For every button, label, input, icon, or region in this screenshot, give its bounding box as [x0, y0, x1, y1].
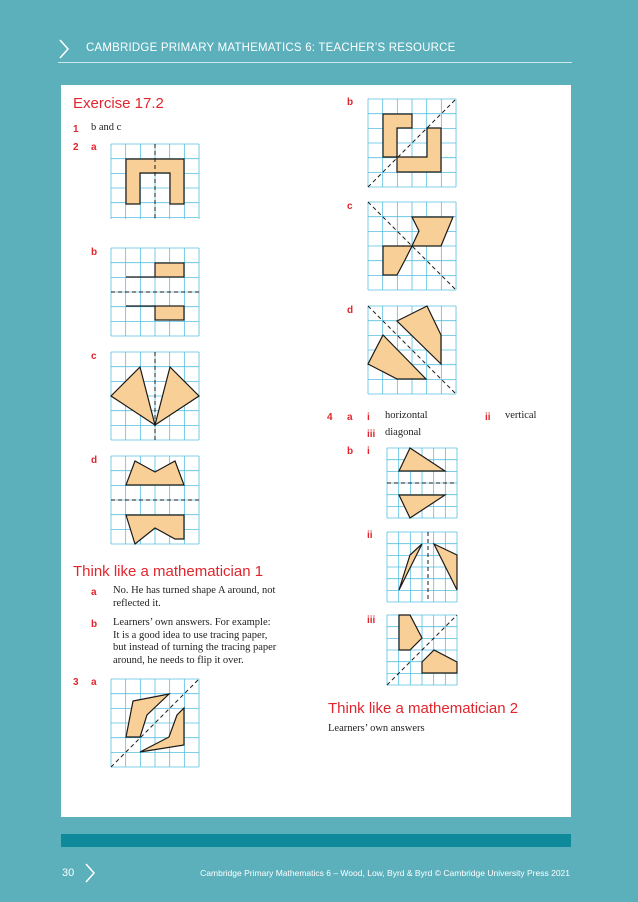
thinker1-title: Think like a mathematician 1	[73, 563, 264, 580]
page-number: 30	[62, 867, 75, 879]
header-rule	[58, 62, 572, 63]
q4b-i-label: i	[367, 446, 370, 457]
q4biii-grid-figure	[387, 615, 457, 685]
chevron-right-icon	[58, 38, 70, 60]
q4-ii-label: ii	[485, 412, 491, 423]
text-line: Learners’ own answers. For example:	[113, 617, 271, 628]
q4-part-b-label: b	[347, 446, 354, 457]
question-number-3: 3	[73, 677, 79, 688]
q4bii-grid-figure	[387, 532, 457, 602]
q2a-grid-figure	[111, 144, 199, 219]
q3-part-c-label: c	[347, 201, 353, 212]
q2d-grid-figure	[111, 456, 199, 544]
q4-iii-text: diagonal	[385, 427, 422, 438]
question-number-2: 2	[73, 142, 79, 153]
text-line: It is a good idea to use tracing paper,	[113, 629, 268, 641]
chevron-right-icon	[84, 862, 96, 884]
q4b-iii-label: iii	[367, 615, 376, 626]
text-line: reflected it.	[113, 597, 161, 609]
q4-ii-text: vertical	[505, 410, 537, 421]
q2-part-d-label: d	[91, 455, 98, 466]
footer-credit: Cambridge Primary Mathematics 6 – Wood, Low, Byrd & Byrd © Cambridge University Press 2021	[200, 868, 570, 878]
header-title: CAMBRIDGE PRIMARY MATHEMATICS 6: TEACHER’S RESOURCE	[86, 42, 456, 54]
q4-i-text: horizontal	[385, 410, 428, 421]
q3-part-a-label: a	[91, 677, 97, 688]
q2-part-b-label: b	[91, 247, 98, 258]
q4-part-a-label: a	[347, 412, 353, 423]
q4-iii-label: iii	[367, 429, 376, 440]
thinker1-b-text	[113, 617, 276, 667]
text-line: around, he needs to flip it over.	[113, 654, 244, 666]
q2c-grid-figure	[111, 352, 199, 440]
running-header	[58, 38, 572, 62]
thinker1-b-label: b	[91, 619, 98, 630]
q3a-grid-figure	[111, 679, 199, 767]
q4bi-grid-figure	[387, 448, 457, 518]
text-line: No. He has turned shape A around, not	[113, 585, 276, 596]
content-page	[61, 85, 571, 817]
thinker2-title: Think like a mathematician 2	[328, 700, 519, 717]
q1-answer: b and c	[91, 122, 122, 133]
thinker1-a-text	[113, 585, 275, 610]
q2b-grid-figure	[111, 248, 199, 336]
footer-band	[61, 834, 571, 847]
question-number-1: 1	[73, 124, 79, 135]
thinker2-text: Learners’ own answers	[328, 723, 425, 734]
q3b-grid-figure	[368, 99, 456, 187]
q2-part-a-label: a	[91, 142, 97, 153]
q3-part-d-label: d	[347, 305, 354, 316]
question-number-4: 4	[327, 412, 333, 423]
q4-i-label: i	[367, 412, 370, 423]
q3c-grid-figure	[368, 202, 456, 290]
thinker1-a-label: a	[91, 587, 97, 598]
exercise-title: Exercise 17.2	[73, 95, 164, 112]
q3d-grid-figure	[368, 306, 456, 394]
text-line: but instead of turning the tracing paper	[113, 642, 277, 653]
q4b-ii-label: ii	[367, 530, 373, 541]
q3-part-b-label: b	[347, 97, 354, 108]
q2-part-c-label: c	[91, 351, 97, 362]
